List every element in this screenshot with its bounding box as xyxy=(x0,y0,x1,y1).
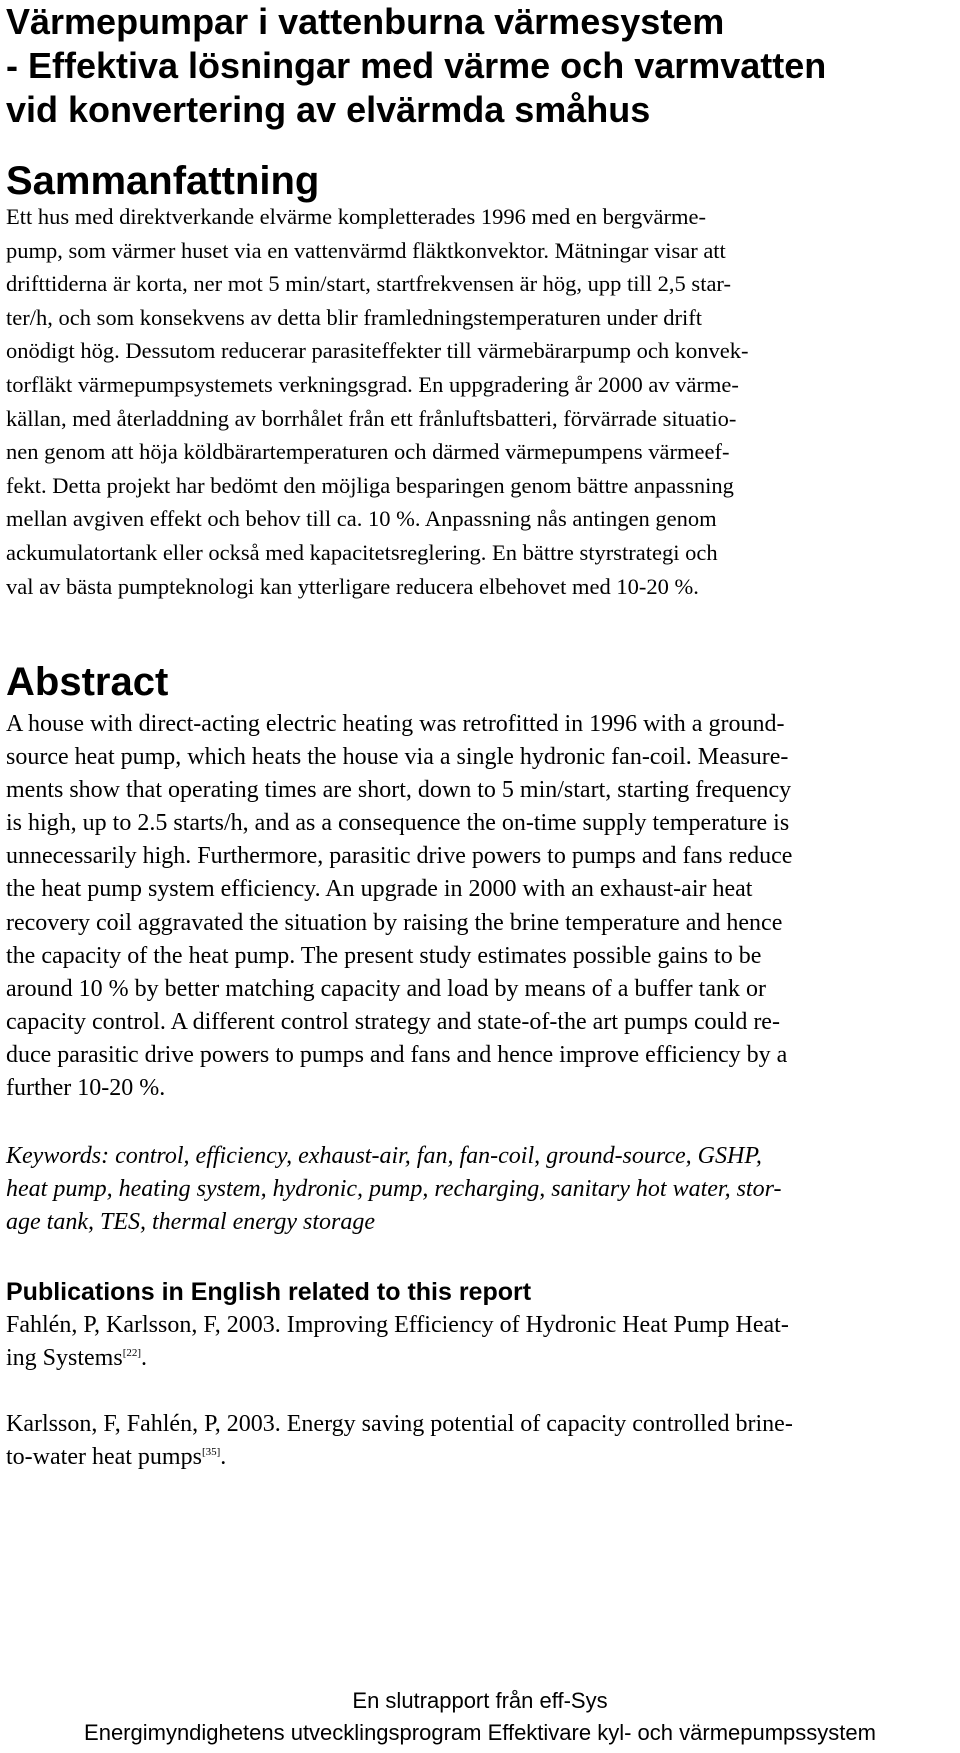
title-line: - Effektiva lösningar med värme och varmvatten xyxy=(6,45,827,86)
text-line: onödigt hög. Dessutom reducerar parasiteffekter till värmebärarpump och konvek- xyxy=(6,338,749,364)
sammanfattning-body xyxy=(6,200,954,603)
text-line: val av bästa pumpteknologi kan ytterligare reducera elbehovet med 10-20 %. xyxy=(6,573,699,599)
publication-line xyxy=(6,1441,954,1474)
text-line: further 10-20 %. xyxy=(6,1075,166,1102)
keywords-line: age tank, TES, thermal energy storage xyxy=(6,1209,376,1235)
keywords-line: Keywords: control, efficiency, exhaust-air, fan, fan-coil, ground-source, GSHP, xyxy=(6,1143,762,1169)
text-line: source heat pump, which heats the house via a single hydronic fan-coil. Measure- xyxy=(6,744,789,771)
title-line: vid konvertering av elvärmda småhus xyxy=(6,89,651,130)
text-line: Ett hus med direktverkande elvärme kompletterades 1996 med en bergvärme- xyxy=(6,204,706,229)
text-line: nen genom att höja köldbärartemperaturen och därmed värmepumpens värmeef- xyxy=(6,439,730,465)
text-line: ackumulatortank eller också med kapacitetsreglering. En bättre styrstrategi och xyxy=(6,539,718,565)
keywords xyxy=(6,1140,954,1239)
text-line: källan, med återladdning av borrhålet från ett frånluftsbatteri, förvärrade situatio- xyxy=(6,405,737,431)
reference-marker: [35] xyxy=(201,1446,221,1458)
text-line: capacity control. A different control strategy and state-of-the art pumps could re- xyxy=(6,1008,780,1035)
text-line: around 10 % by better matching capacity and load by means of a buffer tank or xyxy=(6,975,766,1002)
text-line: recovery coil aggravated the situation by raising the brine temperature and hence xyxy=(6,909,783,936)
publication-title-end: ing Systems xyxy=(6,1345,123,1371)
text-line: mellan avgiven effekt och behov till ca. 10 %. Anpassning nås antingen genom xyxy=(6,506,717,532)
text-line: pump, som värmer huset via en vattenvärmd fläktkonvektor. Mätningar visar att xyxy=(6,237,726,263)
publication-entry xyxy=(6,1408,954,1474)
text-line: the capacity of the heat pump. The present study estimates possible gains to be xyxy=(6,942,762,969)
footer xyxy=(0,1685,960,1749)
publication-title-end: to-water heat pumps xyxy=(6,1444,202,1470)
footer-line: Energimyndighetens utvecklingsprogram Effektivare kyl- och värmepumpssystem xyxy=(84,1720,876,1745)
publication-period: . xyxy=(141,1345,148,1371)
publications-heading: Publications in English related to this report xyxy=(6,1278,532,1306)
text-line: ter/h, och som konsekvens av detta blir framledningstemperaturen under drift xyxy=(6,304,703,330)
publication-line xyxy=(6,1342,954,1375)
text-line: the heat pump system efficiency. An upgrade in 2000 with an exhaust-air heat xyxy=(6,876,753,903)
abstract-body xyxy=(6,708,954,1105)
text-line: is high, up to 2.5 starts/h, and as a consequence the on-time supply temperature is xyxy=(6,810,790,837)
document-title xyxy=(6,0,954,132)
text-line: torfläkt värmepumpsystemets verkningsgrad. En uppgradering år 2000 av värme- xyxy=(6,371,739,397)
publication-entry xyxy=(6,1309,954,1375)
text-line: unnecessarily high. Furthermore, parasitic drive powers to pumps and fans reduce xyxy=(6,843,793,870)
text-line: ments show that operating times are short, down to 5 min/start, starting frequency xyxy=(6,777,792,804)
reference-marker: [22] xyxy=(122,1347,142,1359)
sammanfattning-heading: Sammanfattning xyxy=(6,159,320,203)
publication-line: Karlsson, F, Fahlén, P, 2003. Energy saving potential of capacity controlled brine- xyxy=(6,1411,793,1437)
keywords-line: heat pump, heating system, hydronic, pump, recharging, sanitary hot water, stor- xyxy=(6,1176,782,1202)
title-line: Värmepumpar i vattenburna värmesystem xyxy=(6,1,725,42)
publication-period: . xyxy=(220,1444,227,1470)
publication-line: Fahlén, P, Karlsson, F, 2003. Improving Efficiency of Hydronic Heat Pump Heat- xyxy=(6,1312,789,1338)
text-line: A house with direct-acting electric heating was retrofitted in 1996 with a ground- xyxy=(6,711,785,737)
text-line: duce parasitic drive powers to pumps and fans and hence improve efficiency by a xyxy=(6,1041,788,1068)
text-line: drifttiderna är korta, ner mot 5 min/start, startfrekvensen är hög, upp till 2,5 star- xyxy=(6,271,731,297)
footer-line: En slutrapport från eff-Sys xyxy=(352,1688,608,1713)
abstract-heading: Abstract xyxy=(6,660,169,704)
text-line: fekt. Detta projekt har bedömt den möjliga besparingen genom bättre anpassning xyxy=(6,472,734,498)
